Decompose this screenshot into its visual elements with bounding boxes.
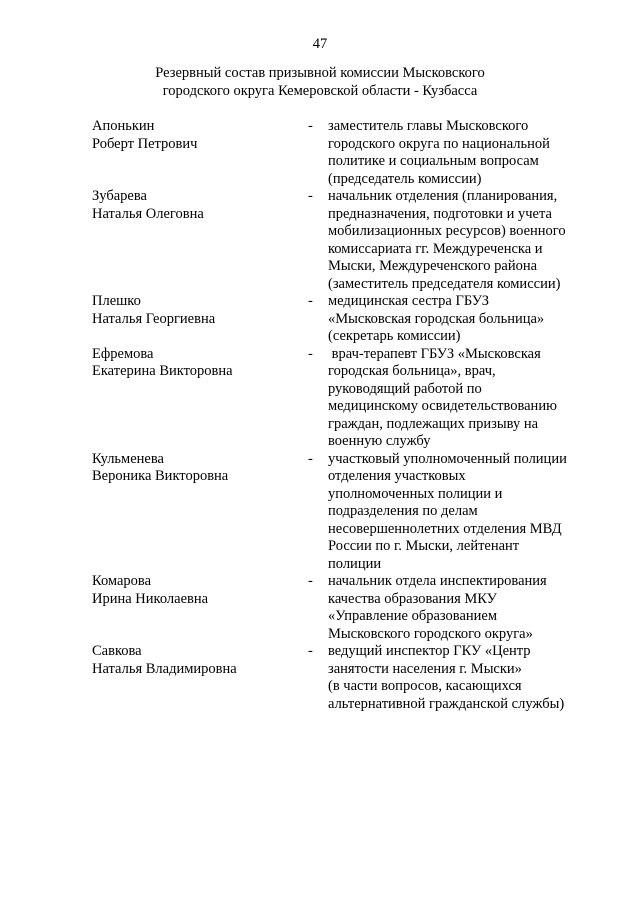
member-list [92,118,592,713]
role-line: политике и социальным вопросам [328,153,539,169]
member-name [92,118,308,153]
title-line-2: городского округа Кемеровской области - Кузбасса [162,82,478,99]
role-line: отделения участковых [328,468,466,484]
member-name [92,643,308,678]
role-line: начальник отделения (планирования, [328,188,558,204]
member-surname: Ефремова [92,345,154,362]
member-given-name: Ирина Николаевна [92,590,209,607]
member-role [328,346,592,451]
role-line: альтернативной гражданской службы) [328,695,565,712]
member-given-name: Наталья Владимировна [92,660,237,677]
role-line: (председатель комиссии) [328,170,482,187]
member-role [328,573,592,643]
document-title [0,65,640,100]
member-surname: Комарова [92,573,152,589]
role-line: предназначения, подготовки и учета [328,205,552,222]
member-dash: - [308,118,313,134]
role-line: (в части вопросов, касающихся [328,678,522,694]
role-line: мобилизационных ресурсов) военного [328,223,566,239]
title-line-1: Резервный состав призывной комиссии Мысковского [155,65,485,81]
member-entry [92,346,592,451]
member-role [328,643,592,713]
role-line: несовершеннолетних отделения МВД [328,520,562,537]
member-dash: - [308,345,313,362]
member-entry [92,573,592,643]
role-line: ведущий инспектор ГКУ «Центр [328,643,531,659]
role-line: комиссариата гг. Междуреченска и [328,240,543,257]
role-line: участковый уполномоченный полиции [328,450,567,467]
role-line: городская больница», врач, [328,363,496,379]
role-line: граждан, подлежащих призыву на [328,415,539,432]
member-given-name: Наталья Георгиевна [92,310,216,327]
member-name [92,573,308,608]
member-given-name: Наталья Олеговна [92,205,204,222]
member-role [328,118,592,188]
role-line: России по г. Мыски, лейтенант [328,538,520,554]
role-line: Мыски, Междуреченского района [328,258,538,274]
member-surname: Кульменева [92,450,164,467]
member-entry [92,188,592,293]
member-dash: - [308,643,313,659]
role-line: медицинская сестра ГБУЗ [328,293,490,309]
role-line: (секретарь комиссии) [328,328,461,344]
role-line: (заместитель председателя комиссии) [328,275,561,292]
role-line: качества образования МКУ [328,590,497,607]
member-name [92,451,308,486]
member-name [92,346,308,381]
role-line: военную службу [328,433,431,449]
member-dash: - [308,450,313,467]
role-line: подразделения по делам [328,503,478,519]
member-dash: - [308,188,313,204]
member-given-name: Екатерина Викторовна [92,363,233,379]
role-line: заместитель главы Мысковского [328,118,529,134]
member-entry [92,293,592,346]
role-line: «Управление образованием [328,608,498,624]
member-dash: - [308,573,313,589]
member-role [328,188,592,293]
role-line: врач-терапевт ГБУЗ «Мысковская [328,345,541,362]
role-line: полиции [328,555,382,572]
member-name [92,293,308,328]
member-entry [92,451,592,574]
member-entry [92,118,592,188]
member-surname: Апонькин [92,118,155,134]
member-surname: Зубарева [92,188,147,204]
role-line: уполномоченных полиции и [328,485,503,502]
member-role [328,451,592,574]
member-surname: Плешко [92,293,141,309]
page-number: 47 [312,36,328,52]
member-name [92,188,308,223]
role-line: занятости населения г. Мыски» [328,660,522,677]
member-given-name: Вероника Викторовна [92,468,229,484]
member-given-name: Роберт Петрович [92,135,198,152]
member-entry [92,643,592,713]
role-line: начальник отдела инспектирования [328,573,547,589]
role-line: Мысковского городского округа» [328,625,533,642]
role-line: руководящий работой по [328,380,482,397]
member-dash: - [308,293,313,309]
role-line: «Мысковская городская больница» [328,310,545,327]
member-role [328,293,592,346]
role-line: медицинскому освидетельствованию [328,398,557,414]
role-line: городского округа по национальной [328,135,550,152]
member-surname: Савкова [92,643,142,659]
